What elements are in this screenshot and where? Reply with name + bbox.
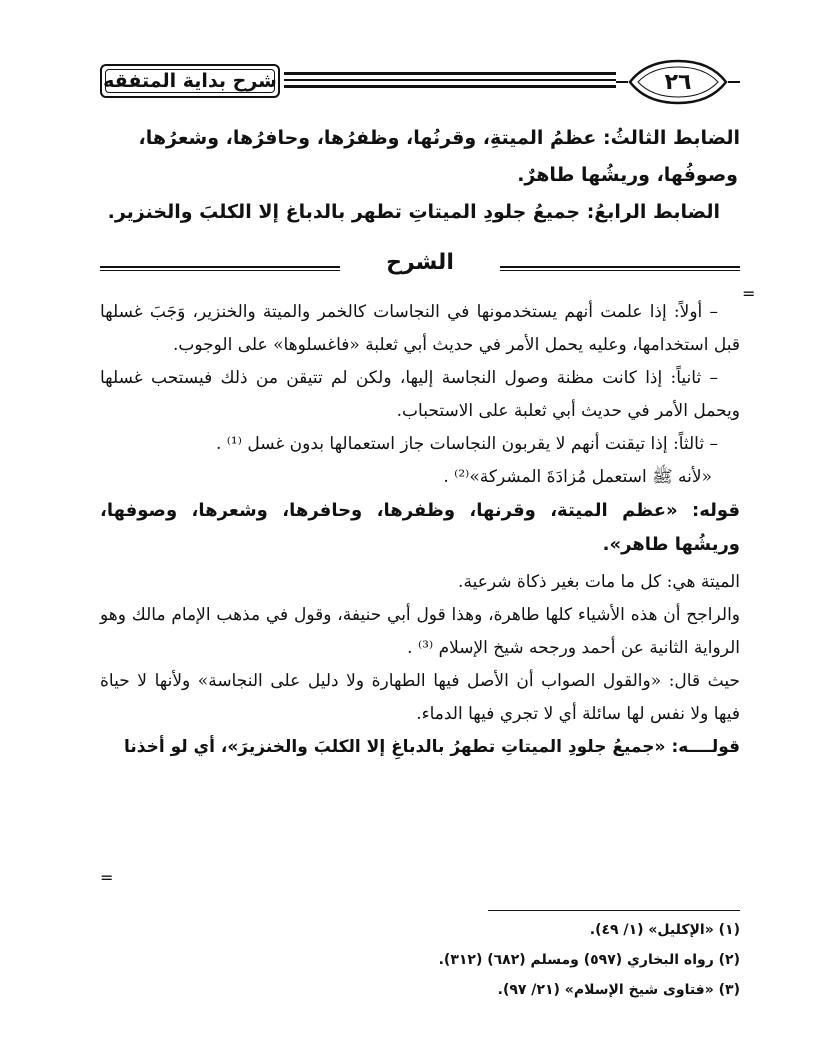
- page-number-frame: [616, 58, 740, 106]
- paragraph-second: – ثانياً: إذا كانت مظنة وصول النجاسة إليها، ولكن لم تتيقن من ذلك فيستحب غسلها ويحمل الأمر في حديث أبي ثعلبة على الاستحباب.: [100, 368, 740, 421]
- paragraph-quote-ibn-taymiyya: حيث قال: «والقول الصواب أن الأصل فيها الطهارة ولا دليل على النجاسة» ولأنها لا حياة فيها ولا نفس لها سائلة أي لا تجري فيها الدماء.: [100, 671, 740, 724]
- heading-rule-right: [500, 266, 740, 271]
- continuation-mark-bottom: =: [100, 868, 114, 887]
- section-heading: [100, 248, 740, 288]
- paragraph-hadith: «لأنه ﷺ استعمل مُزادَةَ المشركة»⁽²⁾ .: [443, 467, 712, 487]
- rule-three-line-1: الضابط الثالثُ: عظمُ الميتةِ، وقرنُها، وظفرُها، وحافرُها، وشعرُها،: [138, 127, 740, 149]
- rule-four: الضابط الرابعُ: جميعُ جلودِ الميتاتِ تطهر بالدباغ إلا الكلبَ والخنزير.: [107, 201, 720, 223]
- commentary-body: [100, 296, 740, 764]
- running-title-frame: [100, 64, 280, 98]
- footnote-3: (٣) «فتاوى شيخ الإسلام» (٢١/ ٩٧).: [497, 982, 740, 998]
- paragraph-quote-two: قولــــه: «جميعُ جلودِ الميتاتِ تطهرُ بالدباغِ إلا الكلبَ والخنزيرَ»، أي لو أخذنا: [123, 737, 740, 757]
- page-number: ٢٦: [664, 69, 692, 95]
- footnote-separator: [488, 910, 740, 911]
- footnote-2: (٢) رواه البخاري (٥٩٧) ومسلم (٦٨٢) (٣١٢).: [438, 952, 740, 968]
- paragraph-first: – أولاً: إذا علمت أنهم يستخدمونها في النجاسات كالخمر والميتة والخنزير، وَجَبَ غسلها قبل استخدامها، وعليه يحمل الأمر في حديث أبي ثعلبة «فاغسلوها» على الوجوب.: [100, 302, 740, 355]
- paragraph-definition: الميتة هي: كل ما مات بغير ذكاة شرعية.: [458, 572, 740, 592]
- header-rule: [284, 72, 616, 90]
- heading-rule-left: [100, 266, 340, 271]
- footnote-1: (١) «الإكليل» (١/ ٤٩).: [589, 922, 740, 938]
- paragraph-ruling: والراجح أن هذه الأشياء كلها طاهرة، وهذا قول أبي حنيفة، وقول في مذهب الإمام مالك وهو الرواية الثانية عن أحمد ورجحه شيخ الإسلام ⁽³⁾ .: [100, 605, 740, 658]
- page-header: [100, 58, 740, 108]
- section-title: الشرح: [386, 250, 454, 275]
- continuation-mark-top: =: [742, 284, 756, 303]
- rules-block: [100, 120, 740, 231]
- rule-three-line-2: وصوفُها، وريشُها طاهرٌ.: [517, 164, 738, 186]
- paragraph-third: – ثالثاً: إذا تيقنت أنهم لا يقربون النجاسات جاز استعمالها بدون غسل ⁽¹⁾ .: [215, 434, 718, 454]
- paragraph-quote-one: قوله: «عظم الميتة، وقرنها، وظفرها، وحافرها، وشعرها، وصوفها، وريشُها طاهر».: [100, 500, 740, 555]
- running-title: شرح بداية المتفقه: [103, 70, 277, 92]
